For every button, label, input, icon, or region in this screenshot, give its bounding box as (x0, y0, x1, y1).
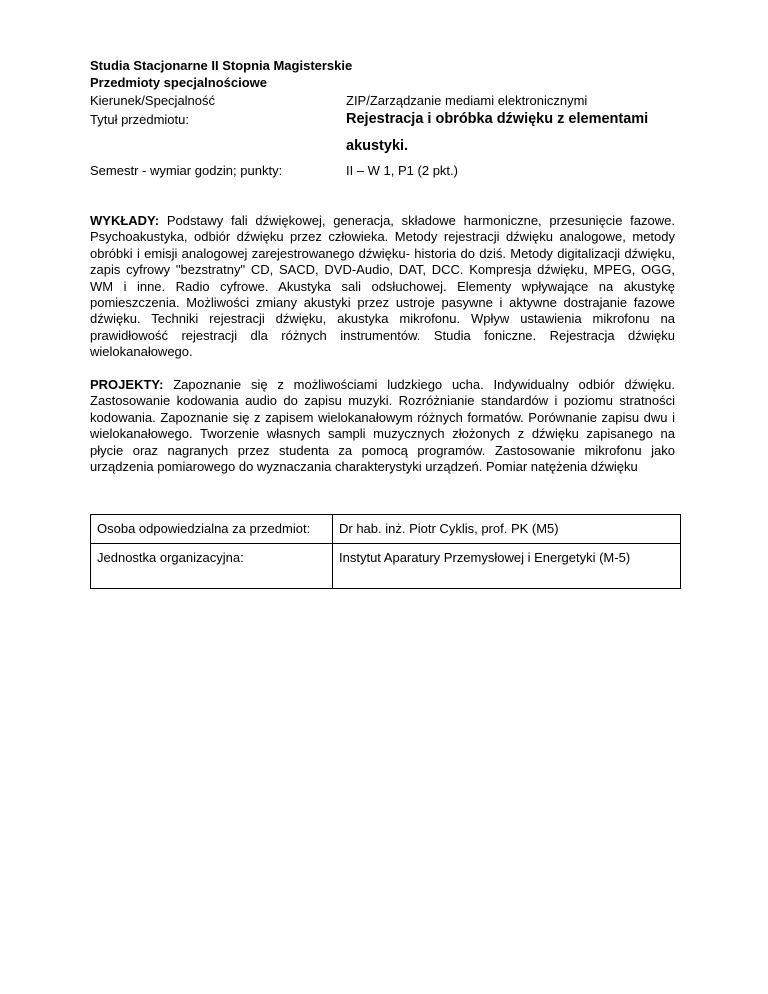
semester-label: Semestr - wymiar godzin; punkty: (90, 163, 283, 178)
lectures-paragraph (90, 213, 675, 361)
projects-label: PROJEKTY: (90, 377, 164, 392)
responsible-person-value: Dr hab. inż. Piotr Cyklis, prof. PK (M5) (333, 515, 681, 544)
course-title-line2: akustyki. (346, 138, 409, 154)
kierunek-label: Kierunek/Specjalność (90, 93, 216, 108)
subject-category-heading: Przedmioty specjalnościowe (90, 75, 268, 90)
study-type-heading: Studia Stacjonarne II Stopnia Magisterskie (90, 58, 353, 73)
table-row (91, 515, 681, 544)
lectures-label: WYKŁADY: (90, 213, 160, 228)
responsibility-table (90, 514, 681, 589)
table-row (91, 544, 681, 589)
projects-paragraph (90, 377, 675, 475)
semester-value: II – W 1, P1 (2 pkt.) (346, 163, 458, 178)
course-title-line1: Rejestracja i obróbka dźwięku z elementami (346, 111, 649, 127)
projects-text: Zapoznanie się z możliwościami ludzkiego ucha. Indywidualny odbiór dźwięku. Zastosowanie kodowania audio do zapisu muzyki. Rozróżnianie standardów i poziomu stratności kodowania. Zapoznanie się z zapisem wielokanałowym różnych formatów. Porównanie zapisu dwu i wielokanałowego. Tworzenie własnych sampli muzycznych złożonych z dźwięku zapisanego na płycie oraz nagranych przez studenta za pomocą programów. Zastosowanie mikrofonu jako urządzenia pomiarowego do wyznaczania charakterystyki urządzeń. Pomiar natężenia dźwięku (90, 377, 675, 475)
responsible-person-label: Osoba odpowiedzialna za przedmiot: (91, 515, 333, 544)
course-title-label: Tytuł przedmiotu: (90, 112, 189, 127)
lectures-text: Podstawy fali dźwiękowej, generacja, składowe harmoniczne, przesunięcie fazowe. Psychoakustyka, odbiór dźwięku przez człowieka. Metody rejestracji dźwięku analogowe, metody obróbki i emisji analogowej zarejestrowanego dźwięku- historia do dziś. Metody digitalizacji dźwięku, zapis cyfrowy "bezstratny" CD, SACD, DVD-Audio, DAT, DCC. Kompresja dźwięku, MPEG, OGG, WM i inne. Radio cyfrowe. Akustyka sali odsłuchowej. Elementy wpływające na akustykę pomieszczenia. Możliwości zmiany akustyki przez ustroje pasywne i aktywne dostrajanie fazowe dźwięku. Techniki rejestracji dźwięku, akustyka mikrofonu. Wpływ ustawienia mikrofonu na prawidłowość rejestracji dla różnych instrumentów. Studia foniczne. Rejestracja dźwięku wielokanałowego. (90, 213, 675, 360)
organizational-unit-value: Instytut Aparatury Przemysłowej i Energetyki (M-5) (333, 544, 681, 589)
kierunek-value: ZIP/Zarządzanie mediami elektronicznymi (346, 93, 588, 108)
organizational-unit-label: Jednostka organizacyjna: (91, 544, 333, 589)
